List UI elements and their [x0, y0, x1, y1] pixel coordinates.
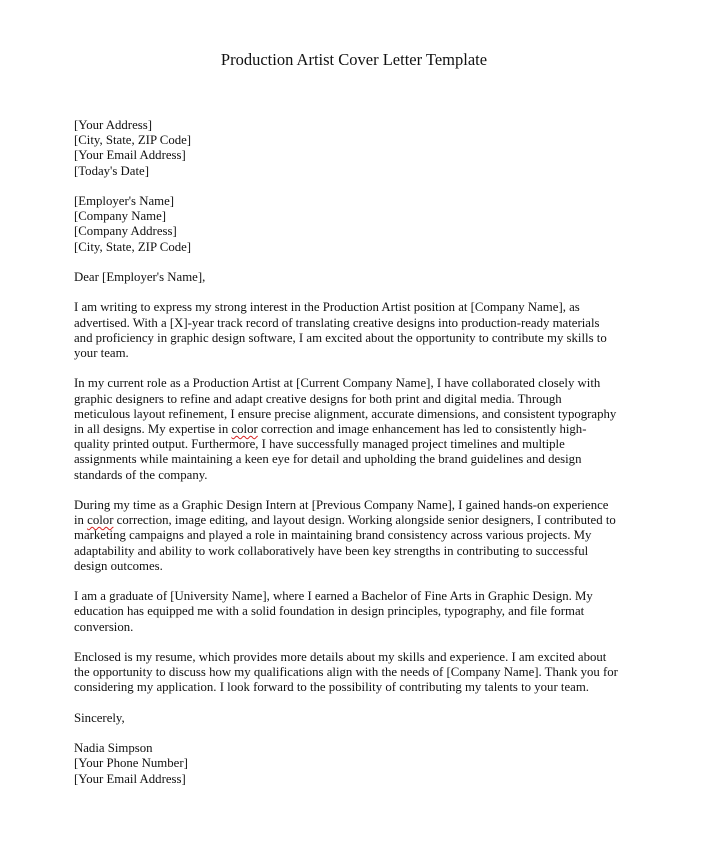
paragraph-line: design outcomes. — [74, 558, 163, 573]
paragraph-line: considering my application. I look forward to the possibility of contributing my talents to your team. — [74, 680, 589, 695]
spellcheck-flagged-word: color — [231, 422, 258, 436]
sender-city-state-zip: [City, State, ZIP Code] — [74, 133, 192, 148]
line-segment: correction and image enhancement has led to consistently high- — [257, 422, 587, 436]
letter-date: [Today's Date] — [74, 163, 149, 178]
line-segment: in — [74, 513, 88, 528]
signature-email: [Your Email Address] — [74, 771, 186, 786]
paragraph-line — [74, 422, 648, 437]
salutation-text: Dear [Employer's Name], — [74, 270, 206, 284]
paragraph-line: In my current role as a Production Artist at [Current Company Name], I have collaborated closely with — [74, 376, 601, 391]
complimentary-close — [74, 711, 648, 726]
letter-body — [74, 118, 648, 787]
salutation — [74, 270, 648, 285]
paragraph-line: education has equipped me with a solid foundation in design principles, typography, and file format — [74, 604, 585, 619]
line-segment: correction, image editing, and layout design. Working alongside senior designers, I contributed to — [113, 513, 616, 528]
paragraph-line: graphic designers to refine and adapt creative designs for both print and digital media. Through — [74, 391, 562, 406]
paragraph-closing — [74, 650, 648, 696]
paragraph-line: quality printed output. Furthermore, I have successfully managed project timelines and multiple — [74, 437, 565, 452]
recipient-block — [74, 194, 648, 255]
paragraph-line: adaptability and ability to work collaboratively have been key strengths in contributing to successful — [74, 543, 589, 558]
closing-text: Sincerely, — [74, 710, 125, 725]
paragraph-line: standards of the company. — [74, 467, 208, 482]
recipient-company: [Company Name] — [74, 209, 167, 224]
paragraph-line: your team. — [74, 346, 129, 360]
paragraph-current-role — [74, 376, 648, 482]
sender-email: [Your Email Address] — [74, 148, 186, 163]
paragraph-line: Enclosed is my resume, which provides more details about my skills and experience. I am excited about — [74, 650, 607, 664]
line-segment: in all designs. My expertise in — [74, 422, 232, 436]
signature-phone: [Your Phone Number] — [74, 756, 188, 771]
paragraph-line: meticulous layout refinement, I ensure precise alignment, accurate dimensions, and consistent typography — [74, 406, 617, 421]
paragraph-line: the opportunity to discuss how my qualifications align with the needs of [Company Name]. Thank you for — [74, 665, 618, 680]
paragraph-line: I am a graduate of [University Name], where I earned a Bachelor of Fine Arts in Graphic Design. My — [74, 589, 593, 604]
paragraph-line — [74, 513, 648, 528]
paragraph-line: assignments while maintaining a keen eye for detail and upholding the brand guidelines and design — [74, 452, 582, 467]
paragraph-line: marketing campaigns and played a role in maintaining brand consistency across various projects. My — [74, 528, 592, 543]
sender-block — [74, 118, 648, 179]
paragraph-line: During my time as a Graphic Design Intern at [Previous Company Name], I gained hands-on experience — [74, 498, 609, 512]
paragraph-internship — [74, 498, 648, 574]
recipient-company-address: [Company Address] — [74, 224, 177, 239]
paragraph-intro — [74, 300, 648, 361]
paragraph-line: I am writing to express my strong interest in the Production Artist position at [Company Name], as — [74, 300, 580, 315]
document-title: Production Artist Cover Letter Template — [220, 50, 488, 69]
paragraph-line: advertised. With a [X]-year track record of translating creative designs into production-ready materials — [74, 315, 600, 330]
signature-block — [74, 741, 648, 787]
paragraph-line: conversion. — [74, 619, 134, 634]
spellcheck-flagged-word: color — [87, 513, 114, 528]
recipient-name: [Employer's Name] — [74, 194, 175, 208]
paragraph-line: and proficiency in graphic design software, I am excited about the opportunity to contribute my skills to — [74, 330, 607, 345]
sender-address: [Your Address] — [74, 118, 152, 132]
recipient-city-state-zip: [City, State, ZIP Code] — [74, 239, 192, 254]
signature-name: Nadia Simpson — [74, 741, 153, 756]
paragraph-education — [74, 589, 648, 635]
